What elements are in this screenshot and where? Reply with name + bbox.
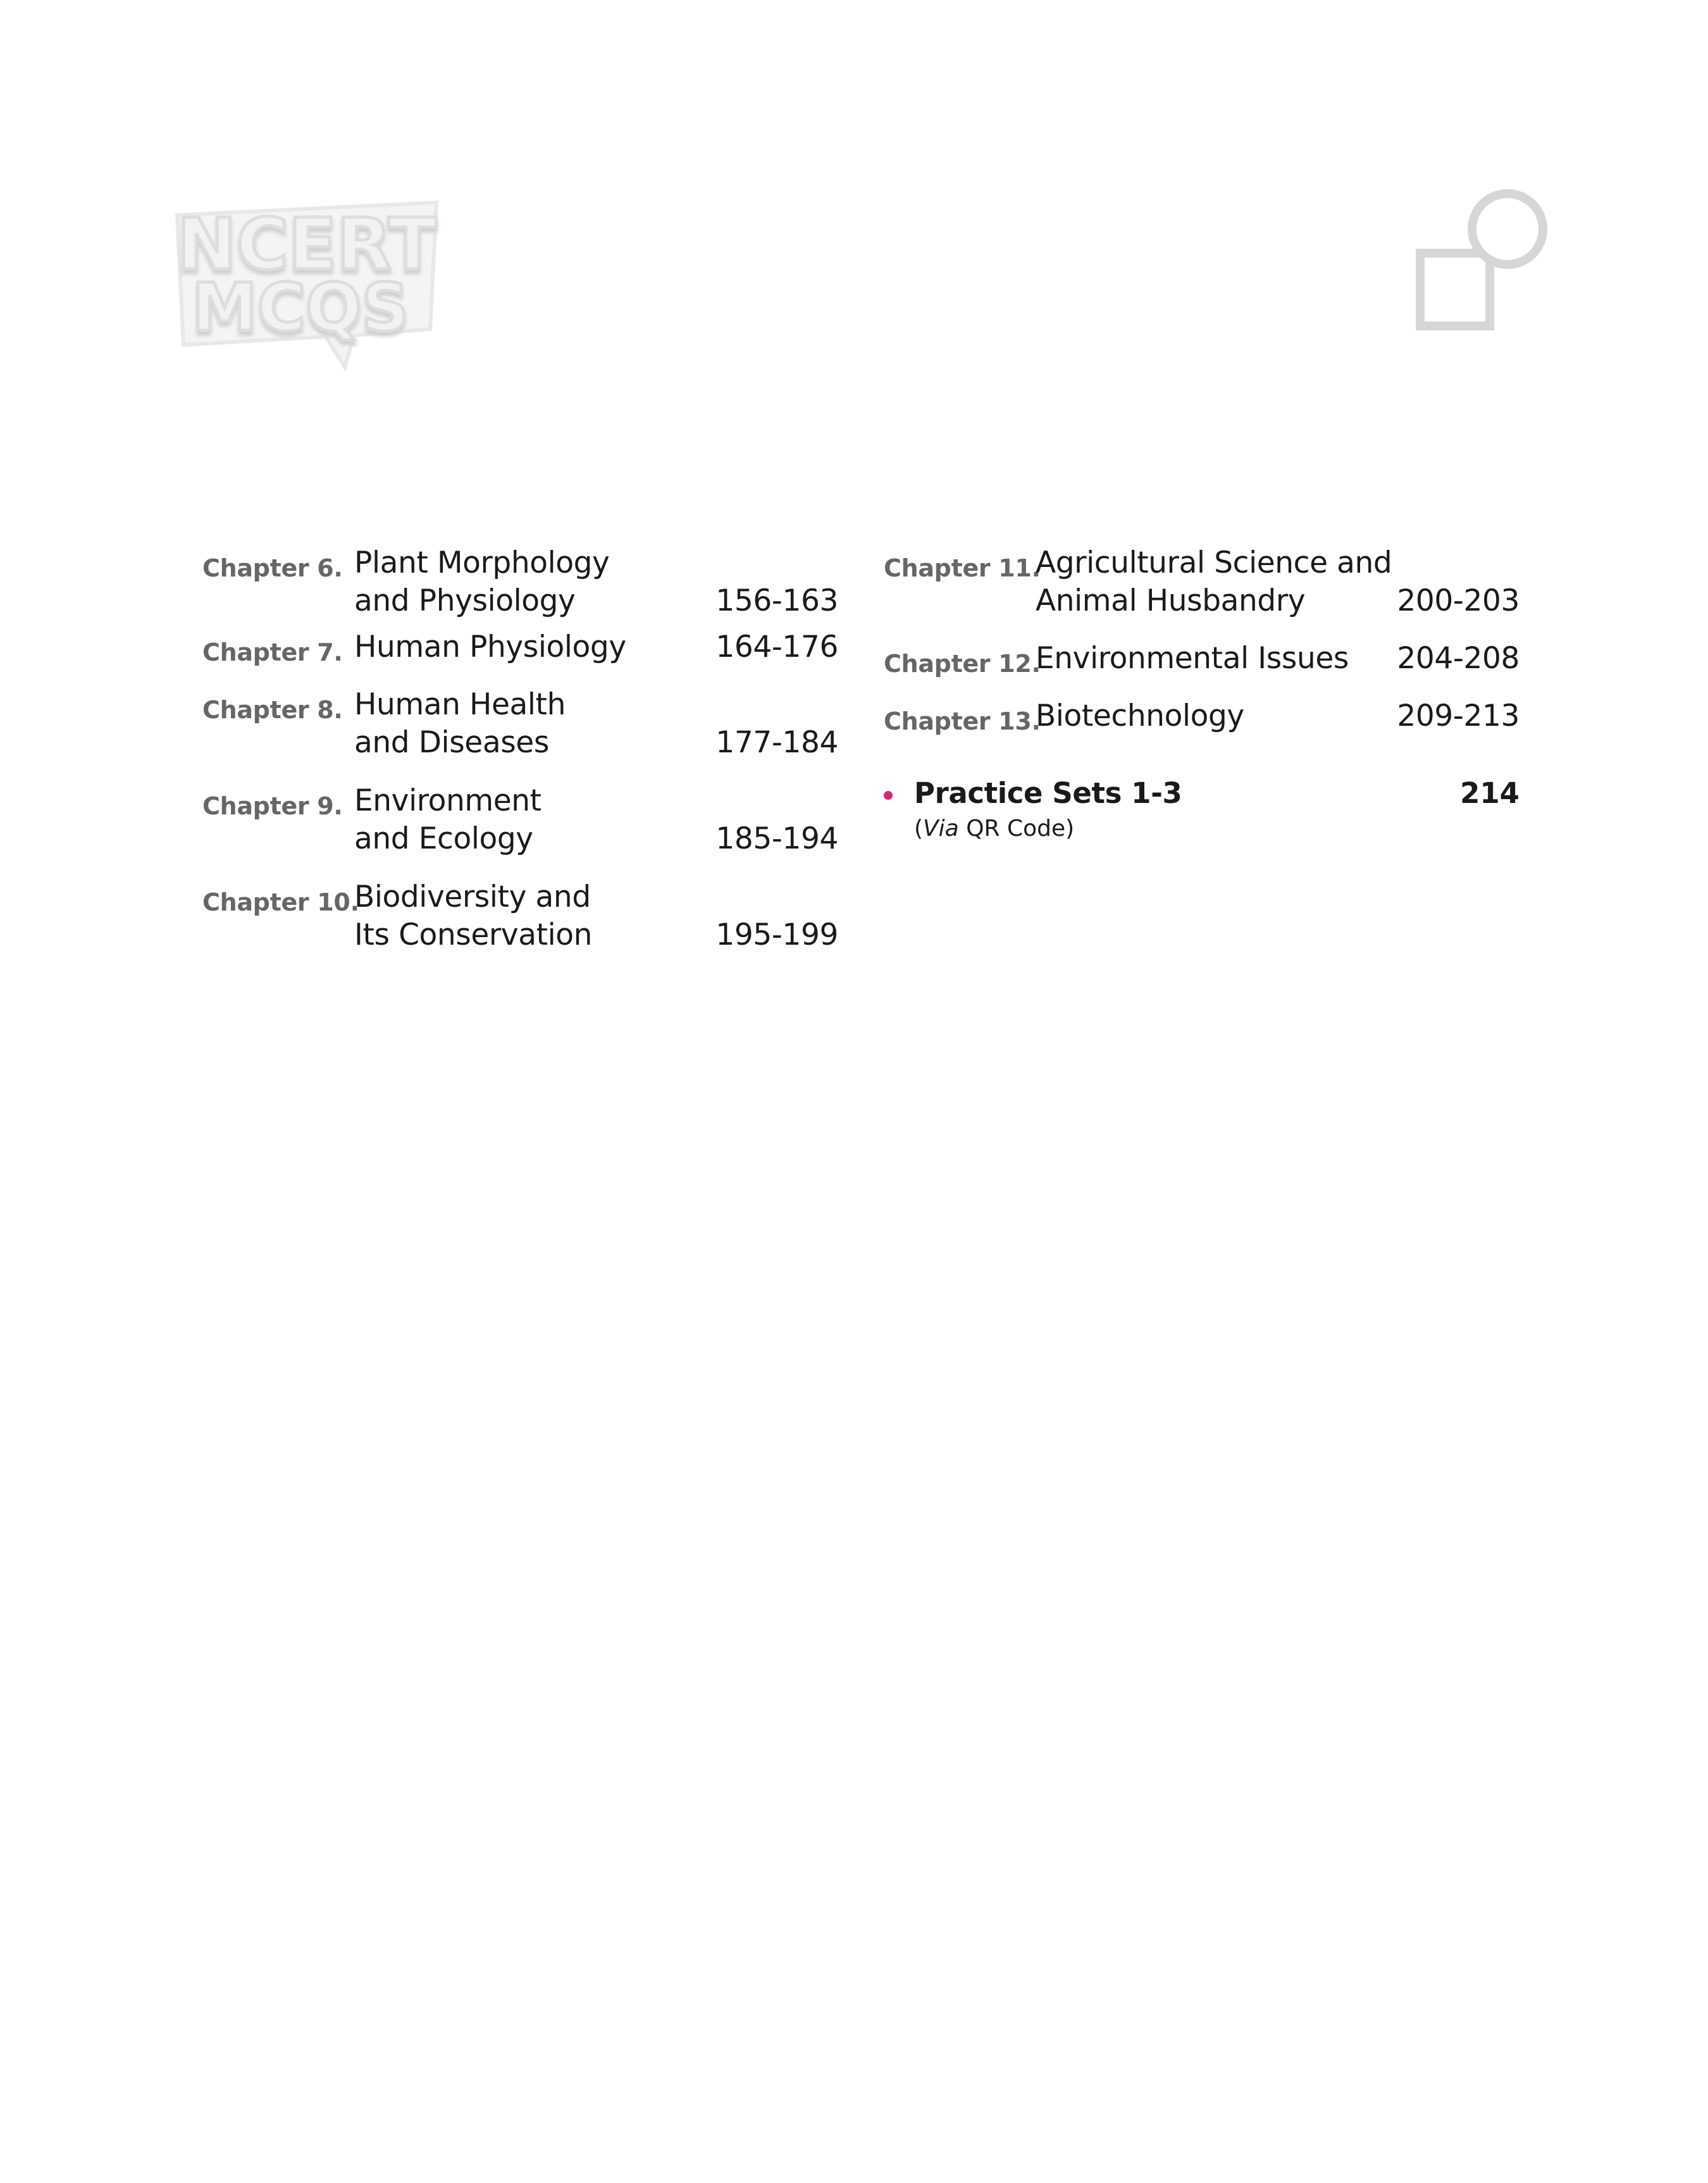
- page-range: 164-176: [715, 630, 838, 664]
- page-range: 200-203: [1397, 583, 1519, 618]
- page-range: 204-208: [1397, 641, 1519, 676]
- chapter-label: Chapter 8.: [202, 696, 343, 724]
- chapter-title: Human Health: [354, 687, 566, 722]
- decorative-shapes: [1414, 183, 1566, 342]
- toc-entry[interactable]: [884, 697, 1519, 735]
- page-range: 209-213: [1397, 699, 1519, 733]
- chapter-label: Chapter 13.: [884, 707, 1041, 735]
- chapter-title: Agricultural Science and: [1036, 545, 1392, 580]
- practice-sets-entry[interactable]: [884, 774, 1519, 844]
- chapter-title: Plant Morphology: [354, 545, 610, 580]
- toc-entry[interactable]: [202, 544, 838, 620]
- page-range: 177-184: [715, 725, 838, 760]
- chapter-label: Chapter 11.: [884, 554, 1041, 582]
- chapter-title: and Ecology: [354, 821, 533, 856]
- chapter-label: Chapter 7.: [202, 638, 343, 666]
- page-range: 195-199: [715, 917, 838, 952]
- chapter-title: Human Physiology: [354, 630, 626, 664]
- ncert-mcqs-logo: [164, 190, 455, 380]
- page-range: 185-194: [715, 821, 838, 856]
- bullet-icon: [884, 791, 893, 800]
- toc-entry[interactable]: [202, 782, 838, 858]
- chapter-title: Environmental Issues: [1036, 641, 1349, 676]
- chapter-label: Chapter 9.: [202, 792, 343, 820]
- chapter-title: Biotechnology: [1036, 699, 1244, 733]
- toc-entry[interactable]: [202, 878, 838, 954]
- chapter-title: Animal Husbandry: [1036, 583, 1306, 618]
- practice-sets-page: 214: [1460, 776, 1519, 810]
- toc-entry[interactable]: [884, 640, 1519, 678]
- toc-entry[interactable]: [202, 628, 838, 666]
- chapter-title: and Diseases: [354, 725, 549, 760]
- chapter-label: Chapter 10.: [202, 888, 359, 916]
- chapter-title: Environment: [354, 783, 541, 818]
- practice-sets-title: Practice Sets 1-3: [914, 776, 1182, 810]
- chapter-label: Chapter 12.: [884, 650, 1041, 678]
- page-range: 156-163: [715, 583, 838, 618]
- chapter-title: Biodiversity and: [354, 880, 591, 914]
- chapter-label: Chapter 6.: [202, 554, 343, 582]
- svg-text:MCQS: MCQS: [192, 269, 409, 346]
- toc-entry[interactable]: [202, 686, 838, 762]
- chapter-title: Its Conservation: [354, 917, 593, 952]
- chapter-title: and Physiology: [354, 583, 576, 618]
- toc-entry[interactable]: [884, 544, 1519, 620]
- practice-sets-note: (Via QR Code): [914, 816, 1075, 842]
- svg-text:NCERT: NCERT: [176, 204, 437, 286]
